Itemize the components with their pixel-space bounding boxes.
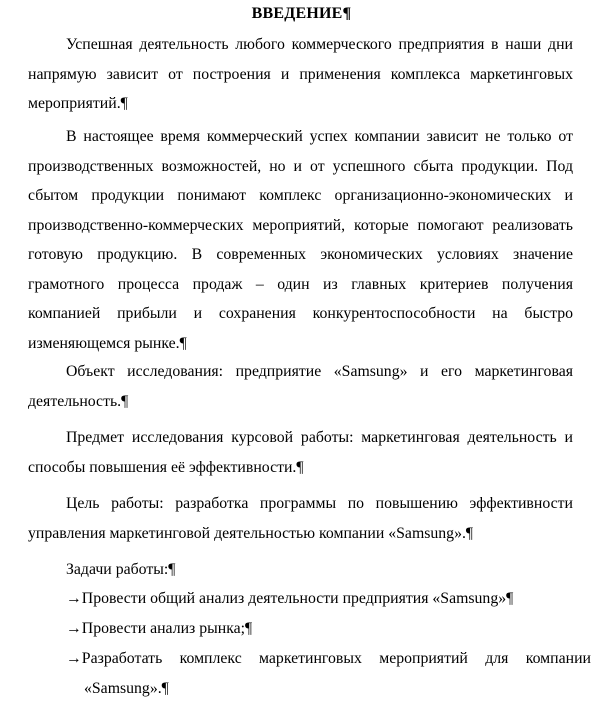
paragraph-research-object: Объект исследования: предприятие «Samsung» и его маркетинговая деятельность.¶: [28, 363, 573, 410]
task-item-2: →Провести анализ рынка;¶: [66, 620, 253, 637]
task-item-1: →Провести общий анализ деятельности предприятия «Samsung»¶: [66, 590, 514, 607]
document-title: ВВЕДЕНИЕ¶: [251, 5, 352, 22]
paragraph-intro: Успешная деятельность любого коммерческого предприятия в наши дни напрямую зависит от построения и применения комплекса маркетинговых мероприятий.¶: [28, 36, 573, 112]
paragraph-commercial-success: В настоящее время коммерческий успех компании зависит не только от производственных возможностей, но и от успешного сбыта продукции. Под сбытом продукции понимают комплекс организационно-экономических и производственно-коммерческих мероприятий, которые помогают реализовать готовую продукцию. В современных экономических условиях значение грамотного процесса продаж – один из главных критериев получения компанией прибыли и сохранения конкурентоспособности на быстро изменяющемся рынке.¶: [28, 128, 573, 352]
task-item-3: →Разработать комплекс маркетинговых мероприятий для компании «Samsung».¶: [66, 650, 591, 697]
paragraph-research-subject: Предмет исследования курсовой работы: маркетинговая деятельность и способы повышения её эффективности.¶: [28, 429, 573, 476]
tasks-heading: Задачи работы:¶: [66, 561, 176, 578]
paragraph-goal: Цель работы: разработка программы по повышению эффективности управления маркетинговой деятельностью компании «Samsung».¶: [28, 495, 573, 542]
